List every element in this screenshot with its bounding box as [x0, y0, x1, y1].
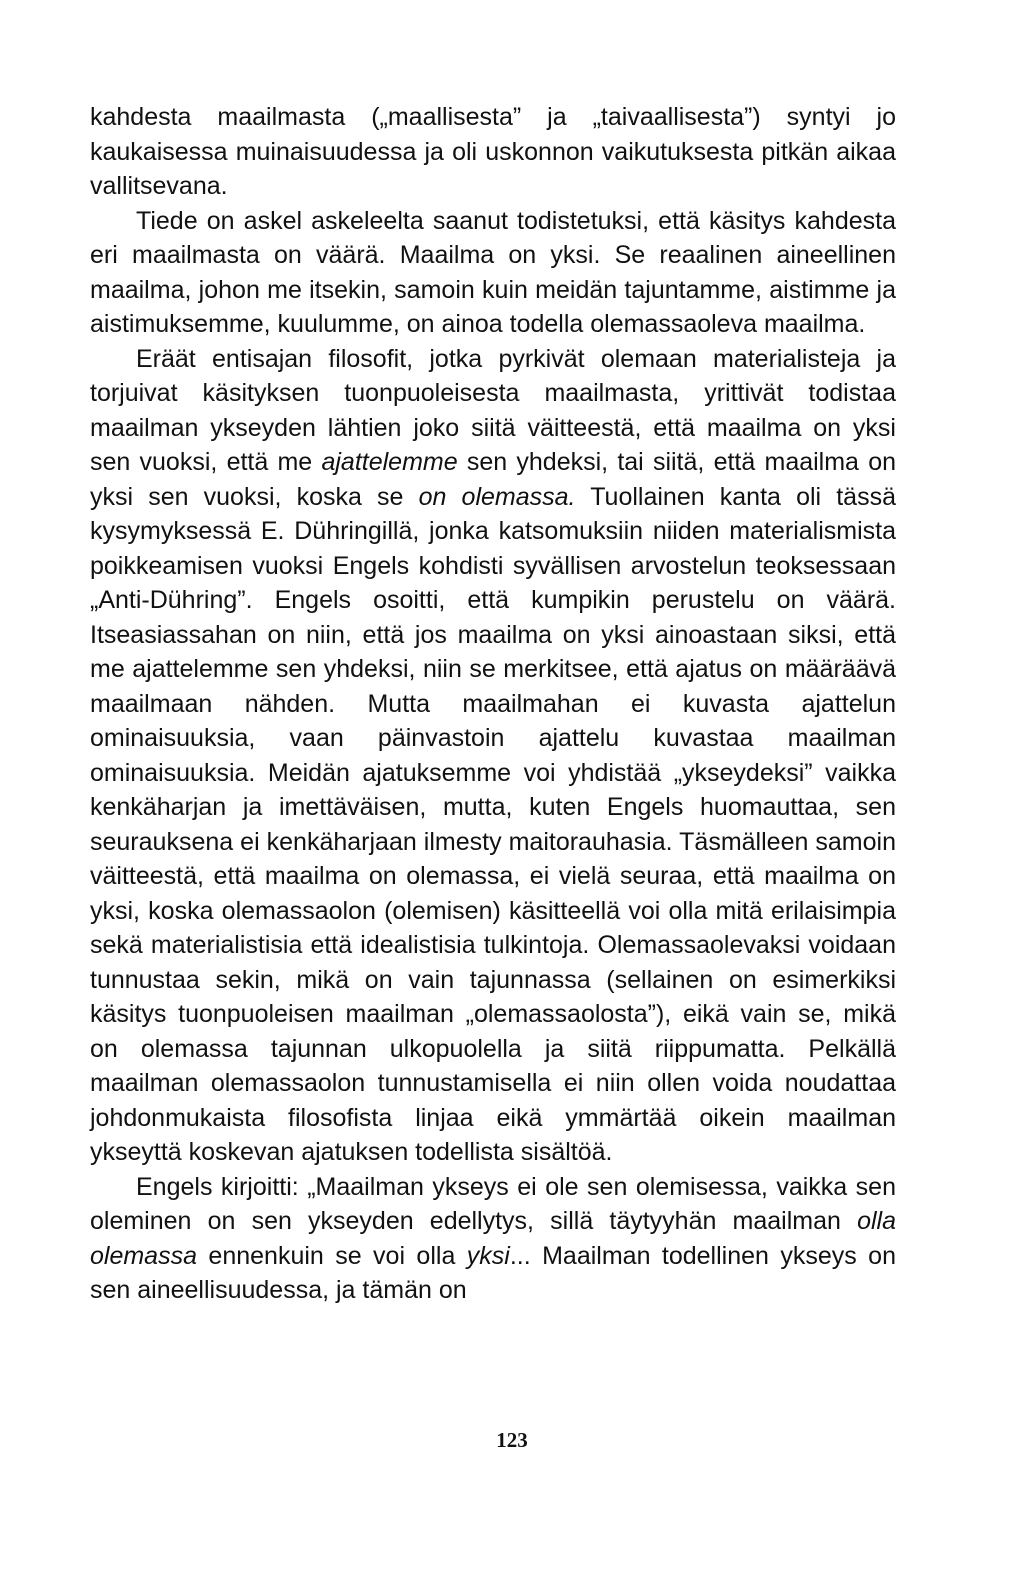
- text-run: Tuollainen kanta oli tässä kysymyksessä E. Dühringillä, jonka katsomuksiin niiden materialismista poikkeamisen vuoksi Engels kohdisti syvällisen arvostelun teoksessaan „Anti-Dühring”. Engels osoitti, että kumpikin perustelu on väärä. Itseasiassahan on niin, että jos maailma on yksi ainoastaan siksi, että me ajattelemme sen yhdeksi, niin se merkitsee, että ajatus on määräävä maailmaan nähden. Mutta maailmahan ei kuvasta ajattelun ominaisuuksia, vaan päinvastoin ajattelu kuvastaa maailman ominaisuuksia. Meidän ajatuksemme voi yhdistää „ykseydeksi” vaikka kenkäharjan ja imettäväisen, mutta, kuten Engels huomauttaa, sen seurauksena ei kenkäharjaan ilmesty maitorauhasia. Täsmälleen samoin väitteestä, että maailma on olemassa, ei vielä seuraa, että maailma on yksi, koska olemassaolon (olemisen) käsitteellä voi olla mitä erilaisimpia sekä materialistisia että idealistisia tulkintoja. Olemassaolevaksi voidaan tunnustaa sekin, mikä on vain tajunnassa (sellainen on esimerkiksi käsitys tuonpuoleisen maailman „olemassaolosta”), eikä vain se, mikä on olemassa tajunnan ulkopuolella ja siitä riippumatta. Pelkällä maailman olemassaolon tunnustamisella ei niin ollen voida noudattaa johdonmukaista filosofista linjaa eikä ymmärtää oikein maailman ykseyttä koskevan ajatuksen todellista sisältöä.: [90, 482, 896, 1166]
- emphasized-text: olla olemassa: [90, 1207, 896, 1270]
- paragraph: [90, 100, 896, 204]
- paragraph: [90, 1170, 896, 1308]
- text-run: Engels kirjoitti: „Maailman ykseys ei ole sen olemisessa, vaikka sen oleminen on sen ykseyden edellytys, sillä täytyyhän maailman: [90, 1172, 896, 1235]
- text-run: ennenkuin se voi olla: [197, 1241, 467, 1270]
- emphasized-text: yksi: [466, 1241, 510, 1270]
- text-run: Eräät entisajan filosofit, jotka pyrkivät olemaan materialisteja ja torjuivat käsityksen tuonpuoleisesta maailmasta, yrittivät todistaa maailman ykseyden lähtien joko siitä väitteestä, että maailma on yksi sen vuoksi, että me: [90, 344, 896, 476]
- page-body: [90, 100, 896, 1308]
- text-run: ... Maailman todellinen ykseys on sen aineellisuudessa, ja tämän on: [90, 1241, 896, 1304]
- text-run: kahdesta maailmasta („maallisesta” ja „taivaallisesta”) syntyi jo kaukaisessa muinaisuudessa ja oli uskonnon vaikutuksesta pitkän aikaa vallitsevana.: [90, 103, 896, 200]
- text-run: Tiede on askel askeleelta saanut todistetuksi, että käsitys kahdesta eri maailmasta on väärä. Maailma on yksi. Se reaalinen aineellinen maailma, johon me itsekin, samoin kuin meidän tajuntamme, aistimme ja aistimuksemme, kuulumme, on ainoa todella olemassaoleva maailma.: [90, 206, 896, 338]
- emphasized-text: on olemassa.: [418, 482, 576, 511]
- emphasized-text: ajattelemme: [321, 448, 458, 476]
- text-run: sen yhdeksi, tai siitä, että maailma on yksi sen vuoksi, koska se: [90, 448, 896, 511]
- paragraph: [90, 342, 896, 1170]
- page-number: 123: [496, 1428, 528, 1452]
- paragraph: [90, 204, 896, 342]
